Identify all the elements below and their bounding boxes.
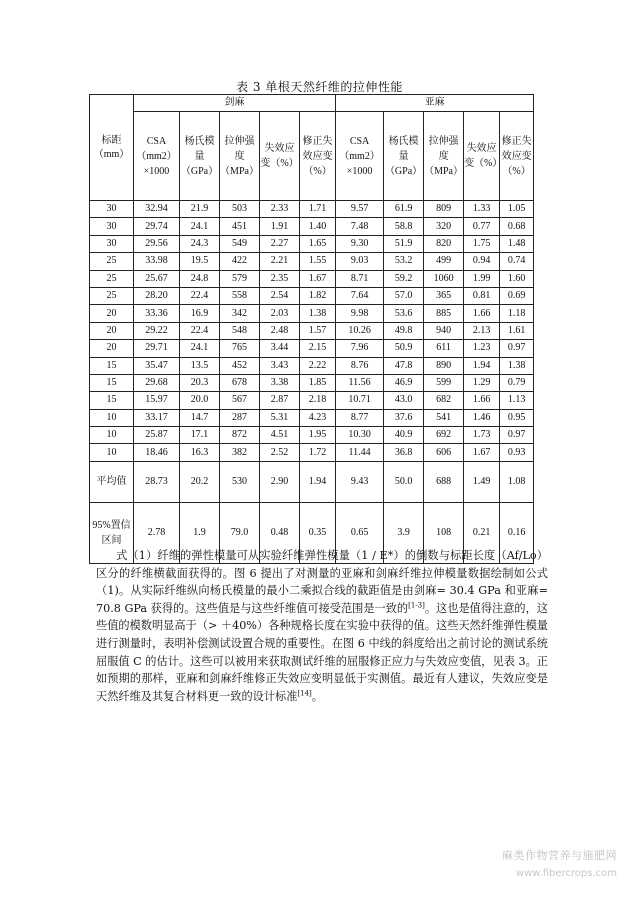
table-cell: 0.93 (500, 444, 534, 461)
table-cell: 14.7 (180, 409, 220, 426)
table-cell: 1.05 (500, 201, 534, 218)
table-cell: 8.71 (336, 270, 384, 287)
table-cell: 1.40 (300, 218, 336, 235)
table-cell: 1.75 (464, 235, 500, 252)
table-cell: 1.48 (500, 235, 534, 252)
row-label-cell: 15 (90, 392, 134, 409)
table-cell: 2.22 (300, 357, 336, 374)
table-cell: 541 (424, 409, 464, 426)
table-cell: 1.94 (300, 461, 336, 502)
row-label-cell: 25 (90, 287, 134, 304)
row-label-cell: 15 (90, 357, 134, 374)
table-cell: 57.0 (384, 287, 424, 304)
table-cell: 549 (220, 235, 260, 252)
table-cell: 15.97 (134, 392, 180, 409)
table-cell: 2.03 (260, 305, 300, 322)
table-cell: 1.85 (300, 374, 336, 391)
table-cell: 79.0 (220, 502, 260, 563)
table-cell: 0.35 (300, 502, 336, 563)
table-cell: 599 (424, 374, 464, 391)
table-row (90, 357, 534, 374)
table-cell: 765 (220, 340, 260, 357)
table-cell: 47.8 (384, 357, 424, 374)
table-cell: 1.38 (500, 357, 534, 374)
table-cell: 1.71 (300, 201, 336, 218)
paragraph-text: 。 (311, 689, 323, 703)
watermark-url: www.fibercrops.com (515, 868, 617, 879)
row-label-cell: 30 (90, 201, 134, 218)
table-cell: 49.8 (384, 322, 424, 339)
table-cell: 53.6 (384, 305, 424, 322)
table-cell: 8.77 (336, 409, 384, 426)
table-row (90, 201, 534, 218)
table-cell: 1.66 (464, 305, 500, 322)
table-cell: 2.90 (260, 461, 300, 502)
table-cell: 1.38 (300, 305, 336, 322)
table-cell: 4.23 (300, 409, 336, 426)
table-cell: 611 (424, 340, 464, 357)
table-row (90, 253, 534, 270)
table-cell: 9.03 (336, 253, 384, 270)
table-cell: 2.35 (260, 270, 300, 287)
table-row (90, 392, 534, 409)
table-cell: 29.71 (134, 340, 180, 357)
table-cell: 18.46 (134, 444, 180, 461)
table-cell: 342 (220, 305, 260, 322)
table-cell: 451 (220, 218, 260, 235)
table-row (90, 340, 534, 357)
group-header-sisal: 剑麻 (134, 95, 336, 112)
table-cell: 1.61 (500, 322, 534, 339)
table-cell: 40.9 (384, 427, 424, 444)
table-cell: 20.0 (180, 392, 220, 409)
row-label-cell: 10 (90, 409, 134, 426)
table-cell: 1.94 (464, 357, 500, 374)
table-cell: 940 (424, 322, 464, 339)
row-label-cell: 15 (90, 374, 134, 391)
table-cell: 0.65 (336, 502, 384, 563)
table-cell: 50.0 (384, 461, 424, 502)
table-cell: 24.1 (180, 340, 220, 357)
table-cell: 2.54 (260, 287, 300, 304)
table-cell: 692 (424, 427, 464, 444)
table-cell: 0.21 (464, 502, 500, 563)
paragraph-text: 。这也是值得注意的，这些值的模数明显高于（> ＋40%）各种规格长度在实验中获得的值。这些天然纤维弹性模量进行测量时，表明补偿测试设置合规的重要性。在图 6 中线的斜度给出之前讨论的测试系统屈服值 C 的估计。这些可以被用来获取测试纤维的屈服修正应力与失效应变值，见表 3。正如预期的那样，亚麻和剑麻纤维修正失效应变明显低于实测值。最近有人建议，失效应变是天然纤维及其复合材料更一致的设计标准 (96, 601, 548, 703)
table-cell: 0.74 (500, 253, 534, 270)
table-cell: 33.98 (134, 253, 180, 270)
table-cell: 530 (220, 461, 260, 502)
table-cell: 1.23 (464, 340, 500, 357)
table-cell: 29.74 (134, 218, 180, 235)
body-paragraph (96, 547, 548, 705)
table-cell: 28.73 (134, 461, 180, 502)
table-cell: 10.30 (336, 427, 384, 444)
table-cell: 59.2 (384, 270, 424, 287)
table-cell: 32.94 (134, 201, 180, 218)
table-cell: 2.13 (464, 322, 500, 339)
table-cell: 36.8 (384, 444, 424, 461)
column-header-failure-strain: 失效应变（%） (464, 112, 500, 201)
table-cell: 1.95 (300, 427, 336, 444)
table-cell: 7.96 (336, 340, 384, 357)
table-cell: 809 (424, 201, 464, 218)
table-row (90, 218, 534, 235)
table-cell: 22.4 (180, 322, 220, 339)
table-cell: 1.55 (300, 253, 336, 270)
table-cell: 50.9 (384, 340, 424, 357)
table-cell: 21.9 (180, 201, 220, 218)
table-cell: 1.13 (500, 392, 534, 409)
table-cell: 1.18 (500, 305, 534, 322)
table-cell: 820 (424, 235, 464, 252)
table-cell: 35.47 (134, 357, 180, 374)
table-cell: 890 (424, 357, 464, 374)
table-row (90, 235, 534, 252)
table-cell: 2.15 (300, 340, 336, 357)
table-row (90, 409, 534, 426)
table-cell: 51.9 (384, 235, 424, 252)
table-cell: 0.77 (464, 218, 500, 235)
table-cell: 33.36 (134, 305, 180, 322)
table-caption: 表 3 单根天然纤维的拉伸性能 (236, 80, 403, 94)
table-cell: 9.30 (336, 235, 384, 252)
table-cell: 2.27 (260, 235, 300, 252)
table-cell: 8.76 (336, 357, 384, 374)
table-cell: 1.9 (180, 502, 220, 563)
table-cell: 5.31 (260, 409, 300, 426)
table-cell: 13.5 (180, 357, 220, 374)
table-cell: 16.9 (180, 305, 220, 322)
table-cell: 22.4 (180, 287, 220, 304)
table-cell: 1.33 (464, 201, 500, 218)
table-cell: 0.16 (500, 502, 534, 563)
table-cell: 1060 (424, 270, 464, 287)
table-cell: 0.81 (464, 287, 500, 304)
table-row (90, 427, 534, 444)
table-cell: 1.29 (464, 374, 500, 391)
row-label-cell: 95%置信区间 (90, 502, 134, 563)
table-row (90, 322, 534, 339)
table-cell: 688 (424, 461, 464, 502)
table-cell: 1.82 (300, 287, 336, 304)
table-cell: 20.2 (180, 461, 220, 502)
table-cell: 1.46 (464, 409, 500, 426)
table-cell: 1.49 (464, 461, 500, 502)
table-cell: 108 (424, 502, 464, 563)
row-label-cell: 25 (90, 253, 134, 270)
table-cell: 0.95 (500, 409, 534, 426)
table-cell: 2.52 (260, 444, 300, 461)
table-cell: 24.1 (180, 218, 220, 235)
table-cell: 1.73 (464, 427, 500, 444)
row-label-cell: 30 (90, 235, 134, 252)
table-cell: 1.57 (300, 322, 336, 339)
table-row (90, 305, 534, 322)
table-cell: 3.9 (384, 502, 424, 563)
table-cell: 11.56 (336, 374, 384, 391)
table-cell: 25.67 (134, 270, 180, 287)
table-cell: 452 (220, 357, 260, 374)
column-header-failure-strain: 失效应变（%） (260, 112, 300, 201)
table-cell: 10.71 (336, 392, 384, 409)
table-cell: 3.38 (260, 374, 300, 391)
watermark-site-name: 麻类作物营养与施肥网 (502, 849, 617, 862)
table-cell: 29.68 (134, 374, 180, 391)
tensile-properties-table (89, 94, 534, 564)
table-cell: 61.9 (384, 201, 424, 218)
table-cell: 579 (220, 270, 260, 287)
table-cell: 7.64 (336, 287, 384, 304)
row-label-cell: 10 (90, 444, 134, 461)
row-label-cell: 10 (90, 427, 134, 444)
row-label-cell: 20 (90, 340, 134, 357)
row-label-cell: 20 (90, 305, 134, 322)
table-cell: 43.0 (384, 392, 424, 409)
table-row (90, 444, 534, 461)
table-cell: 24.8 (180, 270, 220, 287)
table-cell: 2.33 (260, 201, 300, 218)
table-cell: 1.67 (300, 270, 336, 287)
table-cell: 606 (424, 444, 464, 461)
table-cell: 567 (220, 392, 260, 409)
table-cell: 1.99 (464, 270, 500, 287)
table-cell: 682 (424, 392, 464, 409)
table-cell: 0.97 (500, 340, 534, 357)
table-cell: 558 (220, 287, 260, 304)
table-cell: 872 (220, 427, 260, 444)
row-label-cell: 平均值 (90, 461, 134, 502)
table-cell: 25.87 (134, 427, 180, 444)
table-cell: 33.17 (134, 409, 180, 426)
table-row (90, 374, 534, 391)
table-cell: 4.51 (260, 427, 300, 444)
table-row (90, 270, 534, 287)
table-cell: 678 (220, 374, 260, 391)
table-row (90, 461, 534, 502)
table-cell: 365 (424, 287, 464, 304)
column-header-strength: 拉伸强度（MPa） (424, 112, 464, 201)
column-header-csa: CSA（mm2）×1000 (336, 112, 384, 201)
table-cell: 320 (424, 218, 464, 235)
table-cell: 10.26 (336, 322, 384, 339)
row-header-gauge-length: 标距（mm） (90, 95, 134, 201)
table-cell: 2.87 (260, 392, 300, 409)
table-cell: 28.20 (134, 287, 180, 304)
table-cell: 37.6 (384, 409, 424, 426)
row-label-cell: 30 (90, 218, 134, 235)
group-header-flax: 亚麻 (336, 95, 534, 112)
table-cell: 1.08 (500, 461, 534, 502)
table-cell: 46.9 (384, 374, 424, 391)
table-cell: 0.94 (464, 253, 500, 270)
table-cell: 287 (220, 409, 260, 426)
citation: [1-3] (408, 601, 425, 610)
table-cell: 0.97 (500, 427, 534, 444)
column-header-modulus: 杨氏模量（GPa） (384, 112, 424, 201)
table-cell: 1.67 (464, 444, 500, 461)
column-header-modulus: 杨氏模量（GPa） (180, 112, 220, 201)
table-cell: 2.18 (300, 392, 336, 409)
table-cell: 2.21 (260, 253, 300, 270)
table-cell: 1.65 (300, 235, 336, 252)
table-cell: 9.57 (336, 201, 384, 218)
table-row (90, 287, 534, 304)
table-cell: 58.8 (384, 218, 424, 235)
table-cell: 503 (220, 201, 260, 218)
table-cell: 885 (424, 305, 464, 322)
table-cell: 9.98 (336, 305, 384, 322)
table-cell: 3.44 (260, 340, 300, 357)
citation: [14] (297, 689, 312, 698)
table-cell: 11.44 (336, 444, 384, 461)
column-header-strength: 拉伸强度（MPa） (220, 112, 260, 201)
table-cell: 0.68 (500, 218, 534, 235)
table-cell: 1.60 (500, 270, 534, 287)
table-cell: 0.79 (500, 374, 534, 391)
paragraph-text: 式（1）纤维的弹性模量可从实验纤维弹性模量（1 / E*）的倒数与标距长度（Af/Lo）区分的纤维横截面获得的。图 6 提出了对测量的亚麻和剑麻纤维拉伸模量数据绘制如公式（1)。从实际纤维纵向杨氏模量的最小二乘拟合线的截距值是由剑麻= 30.4 GPa 和亚麻= 70.8 GPa 获得的。这些值是与这些纤维值可接受范围是一致的 (96, 549, 548, 615)
column-header-corrected-strain: 修正失效应变（%） (500, 112, 534, 201)
table-cell: 0.48 (260, 502, 300, 563)
table-cell: 7.48 (336, 218, 384, 235)
table-cell: 0.69 (500, 287, 534, 304)
table-cell: 53.2 (384, 253, 424, 270)
table-cell: 29.22 (134, 322, 180, 339)
table-cell: 499 (424, 253, 464, 270)
table-cell: 2.78 (134, 502, 180, 563)
table-cell: 382 (220, 444, 260, 461)
table-cell: 20.3 (180, 374, 220, 391)
row-label-cell: 25 (90, 270, 134, 287)
table-cell: 29.56 (134, 235, 180, 252)
table-cell: 3.43 (260, 357, 300, 374)
table-cell: 16.3 (180, 444, 220, 461)
table-cell: 17.1 (180, 427, 220, 444)
table-cell: 9.43 (336, 461, 384, 502)
table-cell: 24.3 (180, 235, 220, 252)
table-cell: 1.91 (260, 218, 300, 235)
table-cell: 1.66 (464, 392, 500, 409)
table-cell: 1.72 (300, 444, 336, 461)
column-header-csa: CSA（mm2）×1000 (134, 112, 180, 201)
table-cell: 2.48 (260, 322, 300, 339)
row-label-cell: 20 (90, 322, 134, 339)
table-cell: 19.5 (180, 253, 220, 270)
table-cell: 548 (220, 322, 260, 339)
column-header-corrected-strain: 修正失效应变（%） (300, 112, 336, 201)
table-cell: 422 (220, 253, 260, 270)
